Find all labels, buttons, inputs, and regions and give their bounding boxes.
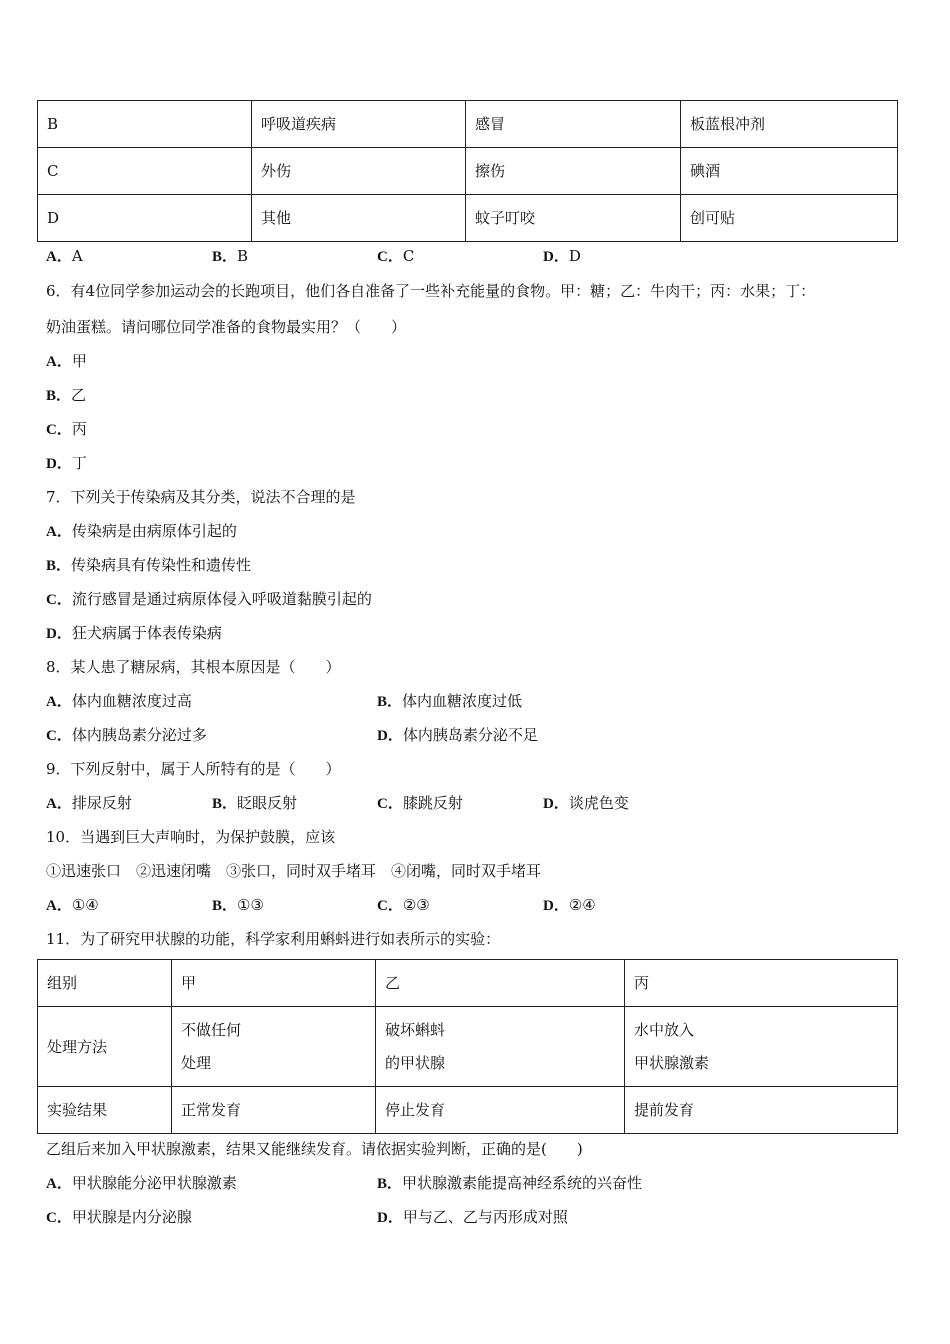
table-cell: D xyxy=(38,195,252,242)
table-cell: 板蓝根冲剂 xyxy=(681,101,898,148)
option-label: B． xyxy=(46,388,72,404)
q11-option-b xyxy=(377,1173,642,1194)
q5-table xyxy=(37,100,898,242)
option-text: 体内胰岛素分泌不足 xyxy=(402,726,538,744)
option-label: C． xyxy=(46,592,72,608)
q6-stem-line1: 6．有4位同学参加运动会的长跑项目，他们各自准备了一些补充能量的食物。甲：糖；乙：牛肉干；丙：水果；丁： xyxy=(46,282,816,300)
option-text: ①③ xyxy=(237,896,264,914)
q10-option-a xyxy=(46,895,99,916)
cell-line: 处理 xyxy=(181,1053,212,1072)
option-label: D． xyxy=(377,728,403,744)
option-label: D． xyxy=(543,796,569,812)
option-text: 眨眼反射 xyxy=(237,794,298,812)
option-label: D． xyxy=(46,456,72,472)
q7-option-a xyxy=(46,521,237,542)
q11-stem: 11．为了研究甲状腺的功能，科学家利用蝌蚪进行如表所示的实验： xyxy=(46,930,501,948)
option-text: ②③ xyxy=(402,896,430,914)
option-label: A． xyxy=(46,694,72,710)
table-cell: 擦伤 xyxy=(466,148,681,195)
q10-choices: ①迅速张口 ②迅速闭嘴 ③张口，同时双手堵耳 ④闭嘴，同时双手堵耳 xyxy=(46,862,542,880)
table-cell: 丙 xyxy=(625,960,898,1007)
option-text: C xyxy=(402,247,415,265)
table-cell: 甲 xyxy=(172,960,376,1007)
option-text: 丁 xyxy=(71,454,87,472)
q6-option-a xyxy=(46,351,87,372)
option-text: 甲状腺激素能提高神经系统的兴奋性 xyxy=(402,1174,643,1192)
option-label: D． xyxy=(377,1210,403,1226)
option-label: A． xyxy=(46,898,72,914)
q7-option-d xyxy=(46,623,222,644)
option-label: B． xyxy=(377,694,403,710)
cell-line: 不做任何 xyxy=(181,1020,242,1039)
table-cell: 呼吸道疾病 xyxy=(252,101,466,148)
table-cell: C xyxy=(38,148,252,195)
table-cell: 感冒 xyxy=(466,101,681,148)
q11-option-d xyxy=(377,1207,568,1228)
q6-option-d xyxy=(46,453,87,474)
option-text: 丙 xyxy=(71,420,87,438)
q11-option-c xyxy=(46,1207,192,1228)
option-label: A． xyxy=(46,524,72,540)
option-text: 甲 xyxy=(71,352,87,370)
cell-line: 水中放入 xyxy=(634,1020,695,1039)
q5-option-a xyxy=(46,246,83,267)
option-text: 甲与乙、乙与丙形成对照 xyxy=(402,1208,568,1226)
option-text: 甲状腺是内分泌腺 xyxy=(71,1208,192,1226)
q6-option-b xyxy=(46,385,86,406)
table-row-header xyxy=(38,960,898,1007)
option-text: 体内胰岛素分泌过多 xyxy=(71,726,207,744)
option-label: B． xyxy=(377,1176,403,1192)
q11-experiment-table xyxy=(37,959,898,1134)
table-row xyxy=(38,101,898,148)
q6-option-c xyxy=(46,419,87,440)
q9-option-c xyxy=(377,793,463,814)
table-cell xyxy=(172,1007,376,1087)
q9-stem: 9．下列反射中，属于人所特有的是（ ） xyxy=(46,760,341,778)
option-label: B． xyxy=(46,558,72,574)
q10-option-d xyxy=(543,895,596,916)
q10-option-c xyxy=(377,895,430,916)
table-cell: 乙 xyxy=(376,960,625,1007)
option-text: D xyxy=(568,247,581,265)
option-label: C． xyxy=(46,728,72,744)
option-label: C． xyxy=(46,422,72,438)
q5-option-d xyxy=(543,246,581,267)
cell-line: 甲状腺激素 xyxy=(634,1053,710,1072)
option-label: A． xyxy=(46,1176,72,1192)
option-label: C． xyxy=(377,249,403,265)
table-row-method xyxy=(38,1007,898,1087)
option-text: 膝跳反射 xyxy=(402,794,463,812)
option-text: ②④ xyxy=(568,896,596,914)
q8-option-d xyxy=(377,725,538,746)
option-text: A xyxy=(71,247,83,265)
option-label: D． xyxy=(543,249,569,265)
option-text: 传染病具有传染性和遗传性 xyxy=(71,556,252,574)
cell-line: 破坏蝌蚪 xyxy=(385,1020,446,1039)
table-row xyxy=(38,148,898,195)
q8-stem: 8．某人患了糖尿病，其根本原因是（ ） xyxy=(46,658,341,676)
option-text: 体内血糖浓度过高 xyxy=(71,692,192,710)
option-label: D． xyxy=(46,626,72,642)
option-text: 狂犬病属于体表传染病 xyxy=(71,624,222,642)
table-cell: 组别 xyxy=(38,960,172,1007)
option-label: B． xyxy=(212,796,238,812)
option-text: 乙 xyxy=(71,386,87,404)
table-cell xyxy=(625,1007,898,1087)
table-cell: 创可贴 xyxy=(681,195,898,242)
table-row xyxy=(38,195,898,242)
q7-option-b xyxy=(46,555,251,576)
q9-option-d xyxy=(543,793,629,814)
table-row-result xyxy=(38,1087,898,1134)
table-cell: 实验结果 xyxy=(38,1087,172,1134)
table-cell: 碘酒 xyxy=(681,148,898,195)
option-text: B xyxy=(237,247,249,265)
table-cell: 处理方法 xyxy=(38,1007,172,1087)
option-text: ①④ xyxy=(71,896,99,914)
q5-option-c xyxy=(377,246,414,267)
option-label: D． xyxy=(543,898,569,914)
q11-option-a xyxy=(46,1173,237,1194)
table-cell: 蚊子叮咬 xyxy=(466,195,681,242)
option-text: 传染病是由病原体引起的 xyxy=(71,522,237,540)
option-label: B． xyxy=(212,249,238,265)
q5-option-b xyxy=(212,246,248,267)
q10-option-b xyxy=(212,895,264,916)
q10-stem: 10．当遇到巨大声响时，为保护鼓膜，应该 xyxy=(46,828,336,846)
table-cell: 其他 xyxy=(252,195,466,242)
option-label: B． xyxy=(212,898,238,914)
option-label: A． xyxy=(46,796,72,812)
table-cell: 正常发育 xyxy=(172,1087,376,1134)
option-text: 体内血糖浓度过低 xyxy=(402,692,523,710)
table-cell: 外伤 xyxy=(252,148,466,195)
option-label: C． xyxy=(46,1210,72,1226)
q8-option-c xyxy=(46,725,207,746)
option-text: 甲状腺能分泌甲状腺激素 xyxy=(71,1174,237,1192)
option-text: 排尿反射 xyxy=(71,794,132,812)
q6-stem-line2: 奶油蛋糕。请问哪位同学准备的食物最实用？（ ） xyxy=(46,318,407,336)
table-cell: 提前发育 xyxy=(625,1087,898,1134)
q7-stem: 7．下列关于传染病及其分类，说法不合理的是 xyxy=(46,488,356,506)
option-text: 谈虎色变 xyxy=(568,794,629,812)
option-text: 流行感冒是通过病原体侵入呼吸道黏膜引起的 xyxy=(71,590,372,608)
table-cell: B xyxy=(38,101,252,148)
table-cell xyxy=(376,1007,625,1087)
q9-option-b xyxy=(212,793,297,814)
q8-option-b xyxy=(377,691,522,712)
cell-line: 的甲状腺 xyxy=(385,1053,446,1072)
option-label: A． xyxy=(46,249,72,265)
option-label: C． xyxy=(377,796,403,812)
option-label: C． xyxy=(377,898,403,914)
q11-followup: 乙组后来加入甲状腺激素，结果又能继续发育。请依据实验判断，正确的是( ) xyxy=(46,1140,583,1158)
q9-option-a xyxy=(46,793,132,814)
q8-option-a xyxy=(46,691,192,712)
q7-option-c xyxy=(46,589,372,610)
table-cell: 停止发育 xyxy=(376,1087,625,1134)
option-label: A． xyxy=(46,354,72,370)
